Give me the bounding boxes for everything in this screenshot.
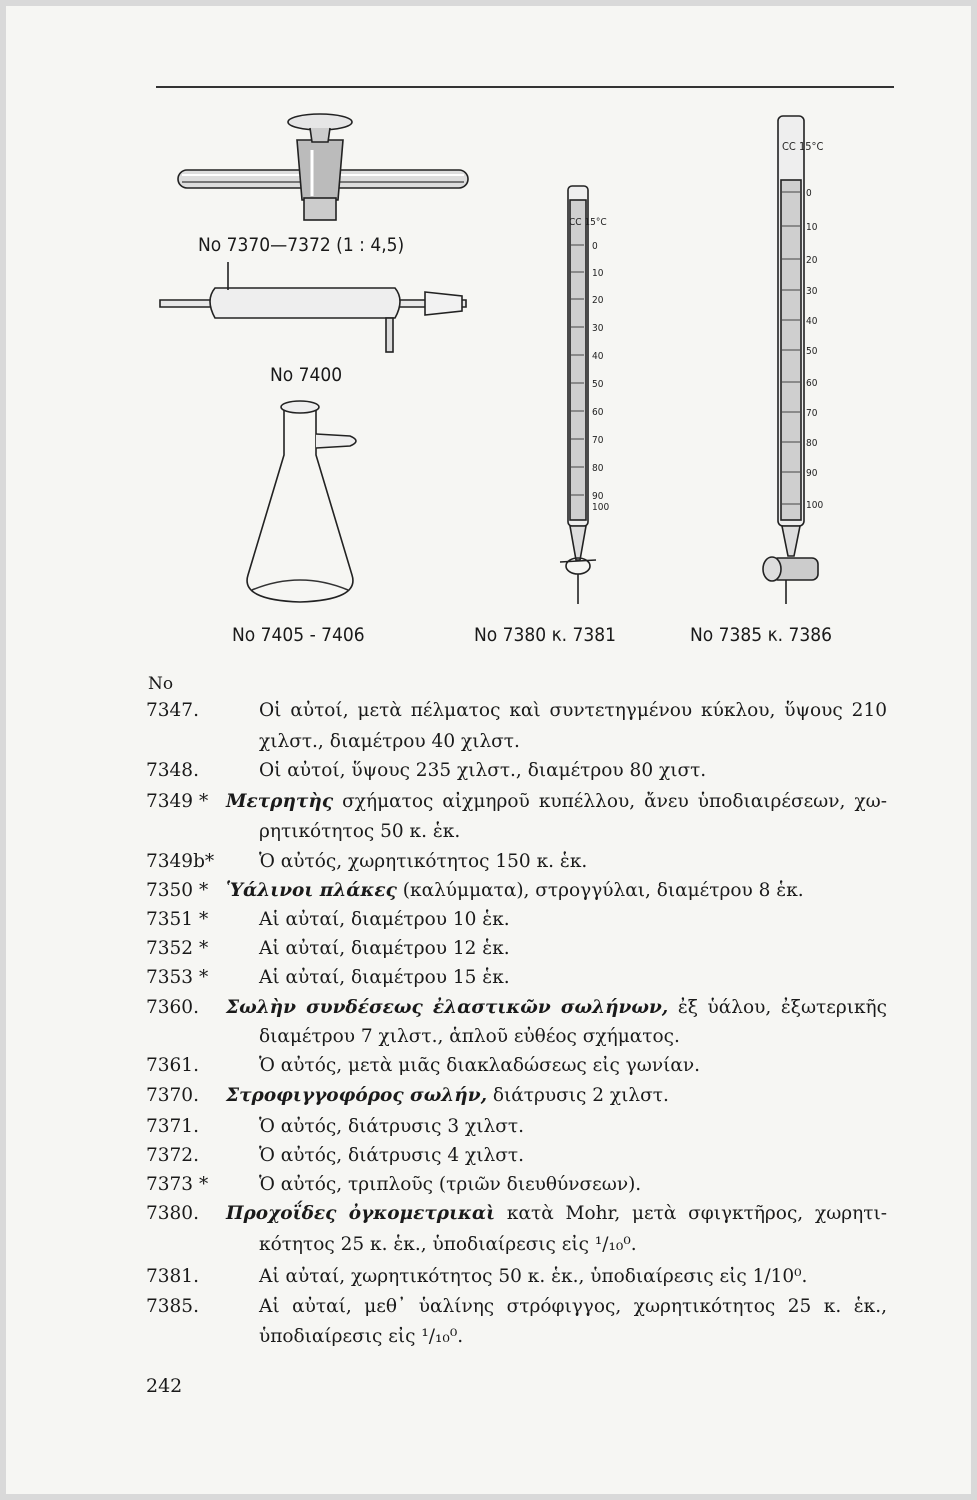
burette-1-scale-30: 30	[592, 323, 604, 334]
burette-2-scale-70: 70	[806, 408, 818, 419]
entry-text: Αἱ αὐταί, διαμέτρου 12 ἑκ.	[259, 938, 510, 959]
burette-2-scale-40: 40	[806, 316, 818, 327]
entry-number: 7372.	[146, 1145, 199, 1166]
entry-title: Σωλὴν συνδέσεως ἐλαστικῶν σωλήνων,	[226, 997, 669, 1018]
entry-number: 7347.	[146, 700, 199, 721]
burette-2-scale-0: 0	[806, 188, 812, 199]
burette-1-scale-40: 40	[592, 351, 604, 362]
entry-number: 7361.	[146, 1055, 199, 1076]
entry-number: 7360.	[146, 997, 199, 1018]
flask-caption: No 7405 - 7406	[232, 624, 365, 646]
burette-1-scale-100: 100	[592, 502, 610, 513]
entry-number: 7353 *	[146, 967, 209, 988]
burette-2-scale-10: 10	[806, 222, 818, 233]
entry-text: Σωλὴν συνδέσεως ἐλαστικῶν σωλήνων, ἐξ ὑάλου, ἐξωτερικῆς	[226, 997, 887, 1018]
entry-number: 7370.	[146, 1085, 199, 1106]
burette-2-scale-60: 60	[806, 378, 818, 389]
burette-1-figure	[560, 186, 596, 604]
burette-1-caption: No 7380 κ. 7381	[474, 624, 617, 646]
burette-2-scale-90: 90	[806, 468, 818, 479]
entry-text: Αἱ αὐταί, μεθ᾽ ὑαλίνης στρόφιγγος, χωρητικότητος 25 κ. ἑκ.,	[259, 1296, 887, 1317]
entry-number: 7349 *	[146, 791, 209, 812]
burette-1-scale-50: 50	[592, 379, 604, 390]
entry-number: 7352 *	[146, 938, 209, 959]
burette-2-scale-30: 30	[806, 286, 818, 297]
tube-caption: No 7400	[270, 364, 343, 386]
burette-2-scale-80: 80	[806, 438, 818, 449]
entry-number: 7373 *	[146, 1174, 209, 1195]
burette-1-scale-0: 0	[592, 241, 598, 252]
burette-1-scale-90: 90	[592, 491, 604, 502]
entry-title: Προχοΐδες ὀγκομετρικαὶ	[226, 1203, 496, 1224]
burette-2-caption: No 7385 κ. 7386	[690, 624, 833, 646]
entry-number: 7350 *	[146, 880, 209, 901]
entry-number: 7385.	[146, 1296, 199, 1317]
burette-1-scale-60: 60	[592, 407, 604, 418]
entry-text-cont: ρητικότητος 50 κ. ἑκ.	[259, 821, 461, 842]
entry-number: 7371.	[146, 1116, 199, 1137]
page-number: 242	[146, 1375, 183, 1397]
entry-text: Ὑάλινοι πλάκες (καλύμματα), στρογγύλαι, διαμέτρου 8 ἑκ.	[226, 880, 804, 901]
entry-number: 7381.	[146, 1266, 199, 1287]
apparatus-illustrations	[0, 0, 977, 660]
stopcock-figure	[178, 114, 468, 220]
entry-number: 7348.	[146, 760, 199, 781]
entry-text: Οἱ αὐτοί, ὕψους 235 χιλστ., διαμέτρου 80 χιστ.	[259, 760, 707, 781]
list-header: No	[148, 674, 174, 694]
filter-flask-figure	[247, 401, 356, 602]
entry-number: 7380.	[146, 1203, 199, 1224]
entry-number: 7351 *	[146, 909, 209, 930]
connecting-tube-figure	[160, 262, 466, 352]
burette-1-top-label: CC 15°C	[569, 217, 607, 228]
entry-text-cont: διαμέτρου 7 χιλστ., ἁπλοῦ εὐθέος σχήματος.	[259, 1026, 680, 1047]
entry-text: Οἱ αὐτοί, μετὰ πέλματος καὶ συντετηγμένου κύκλου, ὕψους 210	[259, 700, 887, 721]
entry-text: Αἱ αὐταί, χωρητικότητος 50 κ. ἑκ., ὑποδιαίρεσις εἰς 1/10⁰.	[259, 1266, 808, 1287]
entry-text-cont: κότητος 25 κ. ἑκ., ὑποδιαίρεσις εἰς ¹/₁₀⁰.	[259, 1234, 637, 1255]
burette-1-scale-10: 10	[592, 268, 604, 279]
stopcock-caption: No 7370—7372 (1 : 4,5)	[198, 234, 405, 256]
entry-text: Αἱ αὐταί, διαμέτρου 15 ἑκ.	[259, 967, 510, 988]
entry-text: Ὁ αὐτός, διάτρυσις 3 χιλστ.	[259, 1116, 524, 1137]
burette-2-scale-100: 100	[806, 500, 824, 511]
entry-text: Προχοΐδες ὀγκομετρικαὶ κατὰ Mohr, μετὰ σφιγκτῆρος, χωρητι-	[226, 1203, 887, 1224]
entry-title: Στροφιγγοφόρος σωλήν,	[226, 1085, 488, 1106]
burette-1-scale-80: 80	[592, 463, 604, 474]
burette-1-scale-20: 20	[592, 295, 604, 306]
entry-text: Αἱ αὐταί, διαμέτρου 10 ἑκ.	[259, 909, 510, 930]
entry-text: Ὁ αὐτός, χωρητικότητος 150 κ. ἑκ.	[259, 851, 588, 872]
entry-text: Ὁ αὐτός, μετὰ μιᾶς διακλαδώσεως εἰς γωνίαν.	[259, 1055, 701, 1076]
entry-title: Μετρητὴς	[226, 791, 334, 812]
burette-1-scale-70: 70	[592, 435, 604, 446]
entry-text-cont: χιλστ., διαμέτρου 40 χιλστ.	[259, 731, 520, 752]
entry-text: Ὁ αὐτός, διάτρυσις 4 χιλστ.	[259, 1145, 524, 1166]
entry-title: Ὑάλινοι πλάκες	[226, 880, 397, 901]
entry-number: 7349b*	[146, 851, 215, 872]
burette-2-scale-20: 20	[806, 255, 818, 266]
entry-text: Ὁ αὐτός, τριπλοῦς (τριῶν διευθύνσεων).	[259, 1174, 642, 1195]
entry-text-cont: ὑποδιαίρεσις εἰς ¹/₁₀⁰.	[259, 1326, 464, 1347]
burette-2-top-label: CC 15°C	[782, 140, 824, 153]
entry-text: Στροφιγγοφόρος σωλήν, διάτρυσις 2 χιλστ.	[226, 1085, 669, 1106]
entry-text: Μετρητὴς σχήματος αἰχμηροῦ κυπέλλου, ἄνευ ὑποδιαιρέσεων, χω-	[226, 791, 887, 812]
burette-2-scale-50: 50	[806, 346, 818, 357]
